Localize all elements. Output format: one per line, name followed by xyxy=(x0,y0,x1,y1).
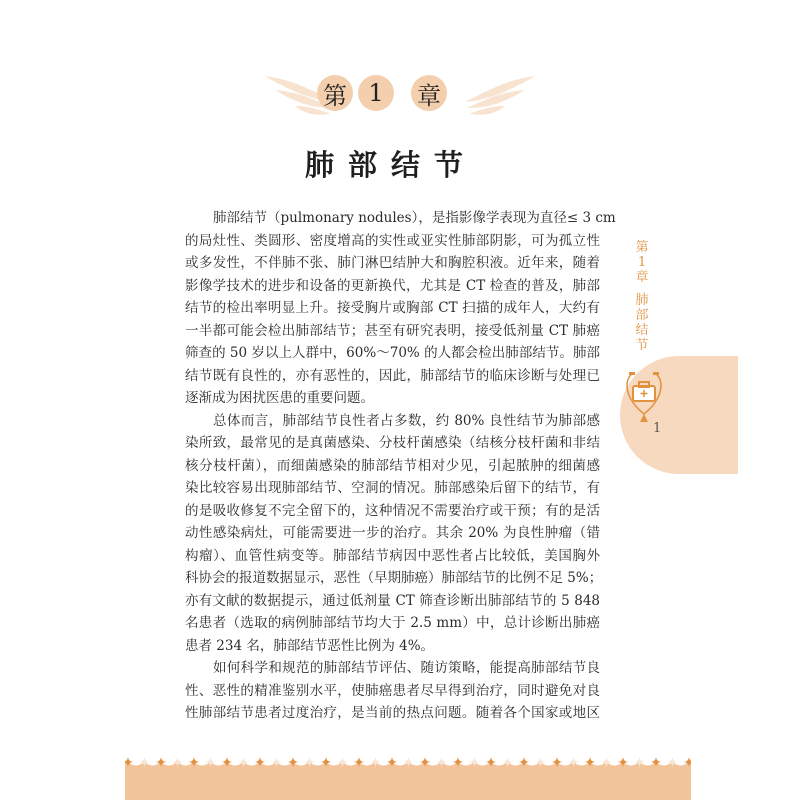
text-line: 名患者（选取的病例肺部结节均大于 2.5 mm）中，总计诊断出肺癌 xyxy=(185,615,600,631)
text-line: 核分枝杆菌），而细菌感染的肺部结节相对少见，引起脓肿的细菌感 xyxy=(185,457,600,474)
text-line: 结节既有良性的，亦有恶性的，因此，肺部结节的临床诊断与处理已 xyxy=(185,367,600,384)
body-text xyxy=(185,207,616,725)
footer-decorative-band xyxy=(125,750,691,800)
text-line: 性肺部结节患者过度治疗，是当前的热点问题。随着各个国家或地区 xyxy=(185,705,600,721)
chapter-number xyxy=(358,75,394,111)
text-line: 性、恶性的精准鉴别水平，使肺癌患者尽早得到治疗，同时避免对良 xyxy=(185,682,600,699)
side-char: 章 xyxy=(635,270,649,285)
text-line: 亦有文献的数据提示，通过低剂量 CT 筛查诊断出肺部结节的 5 848 xyxy=(185,592,600,609)
text-line: 筛查的 50 岁以上人群中，60%～70% 的人都会检出肺部结节。肺部 xyxy=(185,345,600,361)
text-line: 总体而言，肺部结节良性者占多数，约 80% 良性结节为肺部感 xyxy=(213,412,600,429)
chapter-number-text: 1 xyxy=(368,79,384,107)
side-char: 1 xyxy=(637,255,647,270)
wing-ornament xyxy=(255,70,545,120)
side-char: 肺 xyxy=(635,293,649,308)
text-line: 影像学技术的进步和设备的更新换代，尤其是 CT 检查的普及，肺部 xyxy=(185,277,600,294)
text-line: 逐渐成为困扰医患的重要问题。 xyxy=(185,390,374,406)
side-running-head xyxy=(633,240,651,353)
text-line: 或多发性，不伴肺不张、肺门淋巴结肿大和胸腔积液。近年来，随着 xyxy=(185,255,600,271)
page-number: 1 xyxy=(653,421,662,436)
text-line: 的局灶性、类圆形、密度增高的实性或亚实性肺部阴影，可为孤立性 xyxy=(185,232,600,249)
text-line: 肺部结节（pulmonary nodules），是指影像学表现为直径≤ 3 cm xyxy=(213,210,616,226)
text-line: 染所致，最常见的是真菌感染、分枝杆菌感染（结核分枝杆菌和非结 xyxy=(185,435,600,451)
text-line: 的是吸收修复不完全留下的，这种情况不需要治疗或干预；有的是活 xyxy=(185,502,600,519)
text-line: 科协会的报道数据显示，恶性（早期肺癌）肺部结节的比例不足 5%； xyxy=(185,570,603,586)
text-line: 一半都可能会检出肺部结节；甚至有研究表明，接受低剂量 CT 肺癌 xyxy=(185,322,600,339)
chapter-suffix xyxy=(411,75,447,111)
footer-band xyxy=(125,762,691,800)
side-char: 部 xyxy=(635,308,649,323)
side-char: 节 xyxy=(635,338,649,353)
text-line: 患者 234 名，肺部结节恶性比例为 4%。 xyxy=(185,637,435,654)
text-line: 结节的检出率明显上升。接受胸片或胸部 CT 扫描的成年人，大约有 xyxy=(185,300,600,316)
text-line: 构瘤）、血管性病变等。肺部结节病因中恶性者占比较低，美国胸外 xyxy=(185,547,600,564)
chapter-suffix-text: 章 xyxy=(417,81,441,110)
medical-kit-icon xyxy=(624,370,664,425)
text-line: 如何科学和规范的肺部结节评估、随访策略，能提高肺部结节良 xyxy=(213,660,600,676)
text-line: 染比较容易出现肺部结节、空洞的情况。肺部感染后留下的结节，有 xyxy=(185,480,600,496)
side-char: 第 xyxy=(635,240,649,255)
chapter-title: 肺部结节 xyxy=(304,148,477,182)
chapter-prefix-text: 第 xyxy=(323,81,347,110)
text-line: 动性感染病灶，可能需要进一步的治疗。其余 20% 为良性肿瘤（错 xyxy=(185,525,600,541)
chapter-prefix xyxy=(317,75,353,111)
side-char: 结 xyxy=(635,323,649,338)
